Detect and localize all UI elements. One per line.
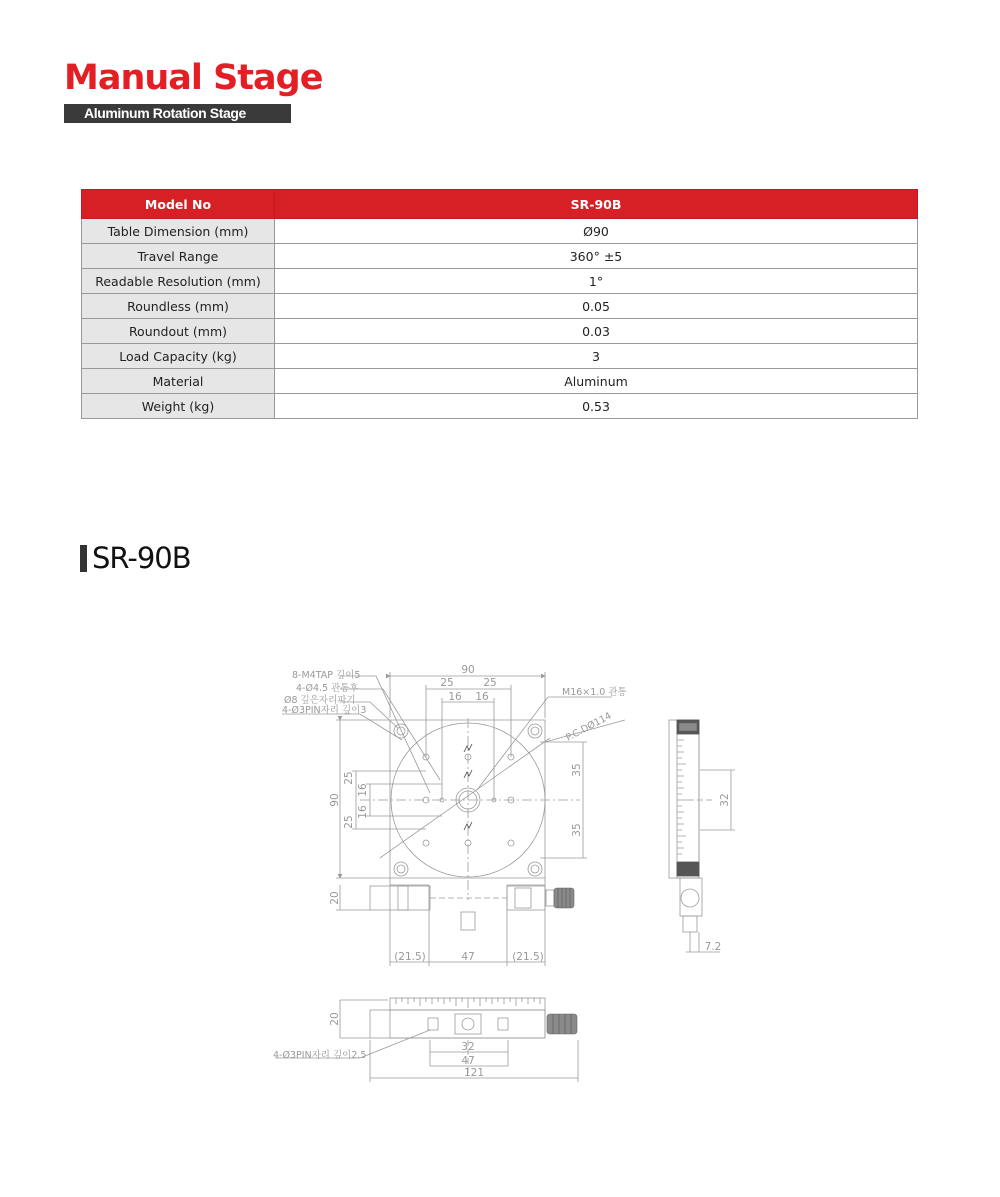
row-value: Aluminum (275, 369, 918, 394)
corner-hole-inner (531, 727, 539, 735)
side-lock-screw (683, 916, 697, 932)
corner-hole (528, 862, 542, 876)
base-plate-foot-right (507, 878, 545, 885)
row-value: Ø90 (275, 219, 918, 244)
row-label: Table Dimension (mm) (82, 219, 275, 244)
worm-housing-left-block (398, 886, 408, 910)
base-plate-foot-left (390, 878, 429, 885)
row-label: Roundless (mm) (82, 294, 275, 319)
knob-icon[interactable] (547, 1014, 577, 1034)
dim-16-right: 16 (475, 691, 489, 703)
dim-32-front: 32 (461, 1041, 475, 1053)
leader-m16 (477, 697, 612, 790)
side-knob-circle (681, 889, 699, 907)
row-value: 1° (275, 269, 918, 294)
dim-47-front: 47 (461, 1055, 475, 1067)
callout-pin-bottom: 4-Ø3PIN자리 깊이2.5 (273, 1050, 367, 1061)
dim-90-side: 90 (329, 793, 341, 807)
row-label: Material (82, 369, 275, 394)
section-title: SR-90B (92, 541, 191, 575)
dim-16-left: 16 (448, 691, 462, 703)
knob-collar (546, 890, 554, 906)
dim-20-front (340, 1000, 388, 1038)
callout-tap: 8-M4TAP 깊이5 (292, 670, 361, 681)
dim-21-5-left: (21.5) (394, 951, 426, 963)
front-pin (428, 1018, 438, 1030)
dim-21-5-right: (21.5) (512, 951, 544, 963)
dim-121: 121 (463, 1067, 485, 1079)
tap-hole (423, 840, 429, 846)
leader-pin (282, 714, 402, 740)
front-view (275, 998, 578, 1082)
dim-90-top: 90 (461, 664, 475, 676)
row-value: 360° ±5 (275, 244, 918, 269)
dim-35-lower: 35 (571, 823, 583, 837)
callout-m16: M16×1.0 관통 (562, 687, 627, 698)
corner-hole-inner (397, 865, 405, 873)
dim-20-top-view: 20 (329, 891, 341, 905)
front-center-block (455, 1014, 481, 1034)
lock-screw (461, 912, 475, 930)
corner-hole-inner (531, 865, 539, 873)
side-scale-bottom-band (677, 862, 699, 876)
knob-icon[interactable] (554, 888, 574, 908)
tap-hole (508, 840, 514, 846)
row-value: 0.03 (275, 319, 918, 344)
callout-thru: 4-Ø4.5 관통후 (296, 683, 359, 694)
row-label: Roundout (mm) (82, 319, 275, 344)
dim-32-side-view: 32 (719, 793, 731, 807)
dim-16-upper: 16 (357, 783, 369, 797)
top-view (282, 672, 625, 966)
dim-20-front: 20 (329, 1012, 341, 1026)
worm-housing-right (507, 886, 545, 910)
front-pin (498, 1018, 508, 1030)
dim-47-top-view: 47 (461, 951, 475, 963)
dim-25-lower: 25 (343, 815, 355, 829)
side-view (669, 720, 735, 952)
row-value: 0.53 (275, 394, 918, 419)
corner-hole (394, 862, 408, 876)
header-value: SR-90B (275, 190, 918, 219)
page-subtitle: Aluminum Rotation Stage (64, 104, 291, 123)
dim-16-lower: 16 (357, 805, 369, 819)
row-label: Readable Resolution (mm) (82, 269, 275, 294)
worm-collar (515, 888, 531, 908)
dim-25-right: 25 (483, 677, 497, 689)
side-body (669, 720, 699, 878)
front-scale-ticks (396, 998, 540, 1008)
row-label: Travel Range (82, 244, 275, 269)
row-value: 3 (275, 344, 918, 369)
dim-35-upper: 35 (571, 763, 583, 777)
dim-25-left: 25 (440, 677, 454, 689)
page-title: Manual Stage (64, 58, 323, 98)
row-label: Weight (kg) (82, 394, 275, 419)
dim-25-upper: 25 (343, 771, 355, 785)
callout-counterbore: Ø8 깊은자리파기 (284, 695, 356, 706)
side-scale-marker (679, 723, 697, 731)
front-center-circle (462, 1018, 474, 1030)
corner-hole (528, 724, 542, 738)
row-label: Load Capacity (kg) (82, 344, 275, 369)
dim-7-2: 7.2 (704, 941, 722, 953)
callout-pcd: P.C.DØ114 (564, 710, 614, 744)
callout-pin-top: 4-Ø3PIN자리 깊이3 (282, 705, 367, 716)
side-scale-ticks (677, 740, 688, 854)
header-label: Model No (82, 190, 275, 219)
row-value: 0.05 (275, 294, 918, 319)
worm-housing-left (370, 886, 430, 910)
